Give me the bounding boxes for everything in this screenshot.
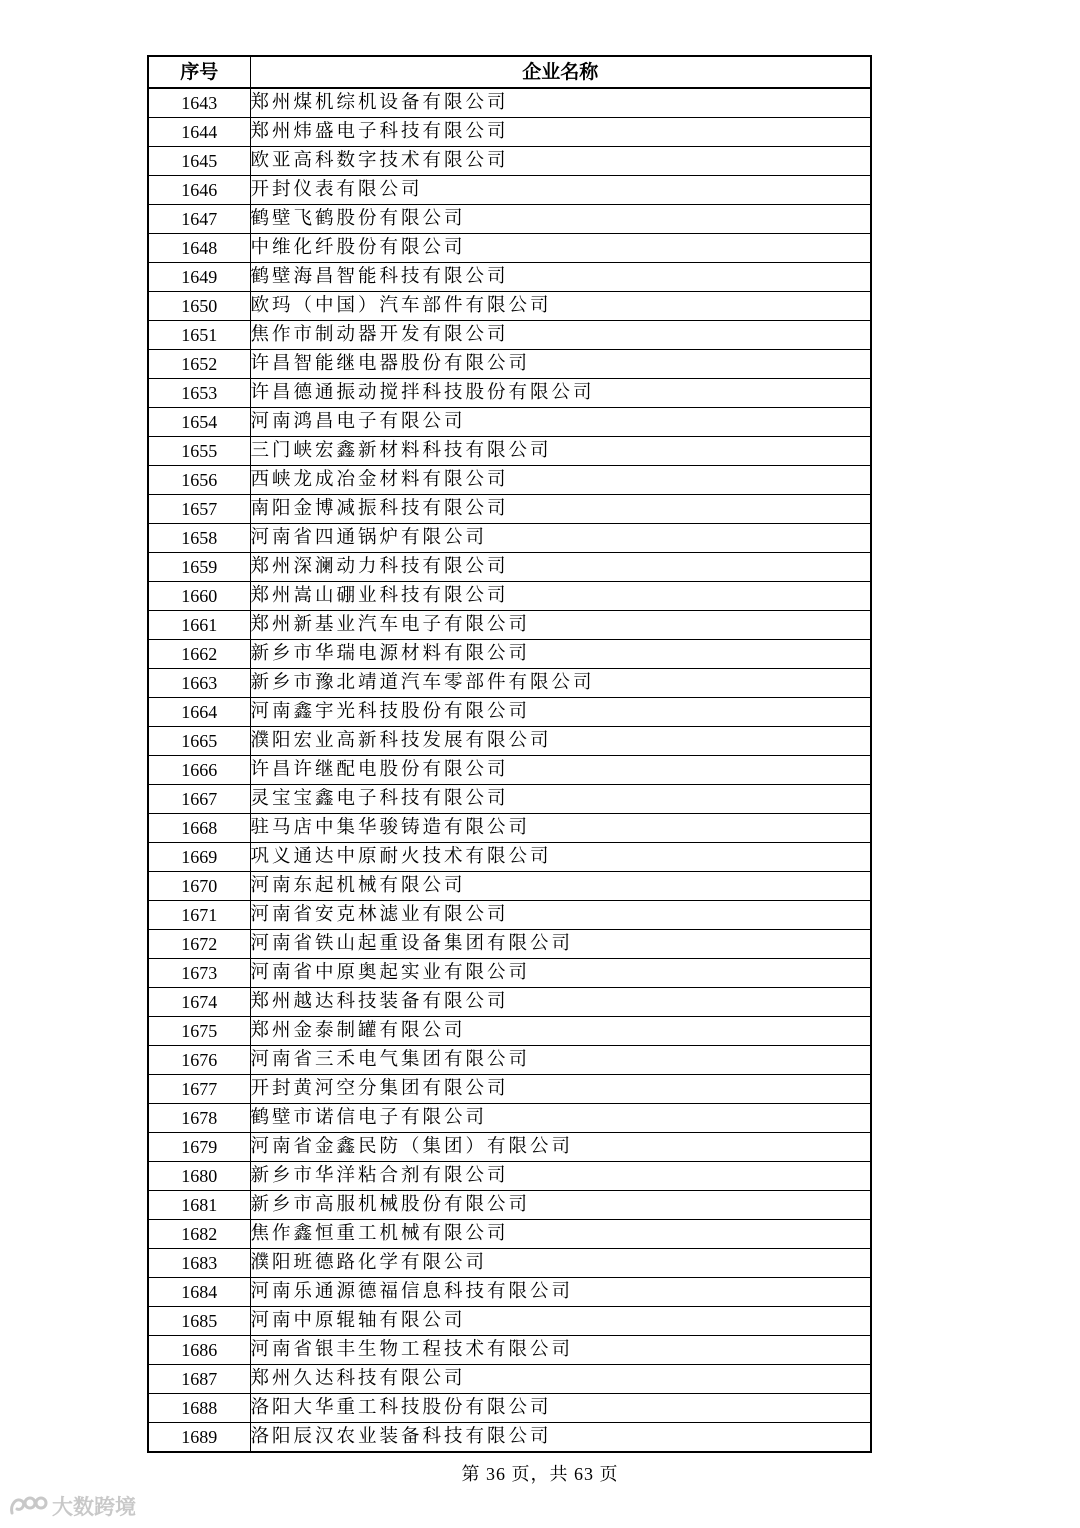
table-row (148, 1394, 871, 1423)
company-name-cell: 欧亚高科数字技术有限公司 (250, 147, 871, 176)
serial-number-cell: 1689 (148, 1423, 250, 1453)
table-row (148, 495, 871, 524)
serial-number-cell: 1647 (148, 205, 250, 234)
serial-number-cell: 1644 (148, 118, 250, 147)
company-name-cell: 开封仪表有限公司 (250, 176, 871, 205)
table-row (148, 1133, 871, 1162)
serial-number-cell: 1669 (148, 843, 250, 872)
serial-number-cell: 1672 (148, 930, 250, 959)
table-row (148, 698, 871, 727)
table-row (148, 611, 871, 640)
company-name-cell: 河南省金鑫民防（集团）有限公司 (250, 1133, 871, 1162)
company-name-cell: 中维化纤股份有限公司 (250, 234, 871, 263)
table-row (148, 1423, 871, 1453)
company-name-cell: 郑州炜盛电子科技有限公司 (250, 118, 871, 147)
table-row (148, 756, 871, 785)
page-number-footer: 第 36 页，共 63 页 (461, 1464, 619, 1484)
serial-number-cell: 1646 (148, 176, 250, 205)
company-name-cell: 开封黄河空分集团有限公司 (250, 1075, 871, 1104)
table-row (148, 176, 871, 205)
table-row (148, 1307, 871, 1336)
serial-number-cell: 1650 (148, 292, 250, 321)
watermark (8, 1491, 136, 1521)
serial-number-cell: 1668 (148, 814, 250, 843)
serial-number-cell: 1659 (148, 553, 250, 582)
table-row (148, 727, 871, 756)
serial-number-cell: 1686 (148, 1336, 250, 1365)
serial-number-cell: 1661 (148, 611, 250, 640)
company-name-cell: 驻马店中集华骏铸造有限公司 (250, 814, 871, 843)
table-row (148, 988, 871, 1017)
company-name-cell: 焦作市制动器开发有限公司 (250, 321, 871, 350)
company-name-cell: 鹤壁市诺信电子有限公司 (250, 1104, 871, 1133)
table-row (148, 1017, 871, 1046)
serial-number-cell: 1666 (148, 756, 250, 785)
table-row (148, 292, 871, 321)
table-row (148, 379, 871, 408)
table-row (148, 321, 871, 350)
company-name-cell: 许昌智能继电器股份有限公司 (250, 350, 871, 379)
serial-number-cell: 1670 (148, 872, 250, 901)
table-row (148, 408, 871, 437)
company-name-cell: 巩义通达中原耐火技术有限公司 (250, 843, 871, 872)
table-row (148, 872, 871, 901)
serial-number-cell: 1657 (148, 495, 250, 524)
company-name-cell: 郑州久达科技有限公司 (250, 1365, 871, 1394)
company-name-cell: 西峡龙成冶金材料有限公司 (250, 466, 871, 495)
company-name-cell: 郑州嵩山硼业科技有限公司 (250, 582, 871, 611)
company-name-cell: 欧玛（中国）汽车部件有限公司 (250, 292, 871, 321)
company-name-cell: 三门峡宏鑫新材料科技有限公司 (250, 437, 871, 466)
company-name-cell: 洛阳大华重工科技股份有限公司 (250, 1394, 871, 1423)
serial-number-cell: 1660 (148, 582, 250, 611)
header-company-name: 企业名称 (250, 56, 871, 88)
table-row (148, 901, 871, 930)
company-name-cell: 许昌许继配电股份有限公司 (250, 756, 871, 785)
company-name-cell: 濮阳宏业高新科技发展有限公司 (250, 727, 871, 756)
serial-number-cell: 1683 (148, 1249, 250, 1278)
company-name-cell: 河南鸿昌电子有限公司 (250, 408, 871, 437)
serial-number-cell: 1687 (148, 1365, 250, 1394)
company-name-cell: 新乡市华瑞电源材料有限公司 (250, 640, 871, 669)
company-name-cell: 河南省银丰生物工程技术有限公司 (250, 1336, 871, 1365)
company-name-cell: 新乡市豫北靖道汽车零部件有限公司 (250, 669, 871, 698)
company-name-cell: 南阳金博减振科技有限公司 (250, 495, 871, 524)
company-name-cell: 郑州金泰制罐有限公司 (250, 1017, 871, 1046)
serial-number-cell: 1677 (148, 1075, 250, 1104)
company-name-cell: 河南省三禾电气集团有限公司 (250, 1046, 871, 1075)
company-name-cell: 新乡市高服机械股份有限公司 (250, 1191, 871, 1220)
company-name-cell: 新乡市华洋粘合剂有限公司 (250, 1162, 871, 1191)
serial-number-cell: 1676 (148, 1046, 250, 1075)
serial-number-cell: 1652 (148, 350, 250, 379)
table-body (148, 88, 871, 1452)
company-name-cell: 郑州深澜动力科技有限公司 (250, 553, 871, 582)
serial-number-cell: 1665 (148, 727, 250, 756)
company-name-cell: 郑州新基业汽车电子有限公司 (250, 611, 871, 640)
company-name-cell: 焦作鑫恒重工机械有限公司 (250, 1220, 871, 1249)
company-name-cell: 濮阳班德路化学有限公司 (250, 1249, 871, 1278)
company-name-cell: 河南中原辊轴有限公司 (250, 1307, 871, 1336)
company-name-cell: 河南省四通锅炉有限公司 (250, 524, 871, 553)
serial-number-cell: 1681 (148, 1191, 250, 1220)
table-row (148, 1249, 871, 1278)
serial-number-cell: 1685 (148, 1307, 250, 1336)
table-row (148, 437, 871, 466)
serial-number-cell: 1684 (148, 1278, 250, 1307)
table-row (148, 930, 871, 959)
serial-number-cell: 1664 (148, 698, 250, 727)
company-name-cell: 许昌德通振动搅拌科技股份有限公司 (250, 379, 871, 408)
table-row (148, 263, 871, 292)
table-row (148, 1278, 871, 1307)
table-row (148, 959, 871, 988)
serial-number-cell: 1658 (148, 524, 250, 553)
table-row (148, 524, 871, 553)
company-name-cell: 河南乐通源德福信息科技有限公司 (250, 1278, 871, 1307)
header-serial-number: 序号 (148, 56, 250, 88)
serial-number-cell: 1651 (148, 321, 250, 350)
serial-number-cell: 1675 (148, 1017, 250, 1046)
serial-number-cell: 1655 (148, 437, 250, 466)
company-name-cell: 河南东起机械有限公司 (250, 872, 871, 901)
serial-number-cell: 1678 (148, 1104, 250, 1133)
table-row (148, 350, 871, 379)
table-header-row (148, 56, 871, 88)
company-name-cell: 河南省安克林滤业有限公司 (250, 901, 871, 930)
table-row (148, 1075, 871, 1104)
table-row (148, 814, 871, 843)
table-row (148, 88, 871, 118)
company-name-cell: 鹤壁海昌智能科技有限公司 (250, 263, 871, 292)
table-row (148, 147, 871, 176)
serial-number-cell: 1674 (148, 988, 250, 1017)
table-row (148, 1046, 871, 1075)
serial-number-cell: 1663 (148, 669, 250, 698)
table-row (148, 669, 871, 698)
brand-logo-icon (8, 1493, 48, 1519)
serial-number-cell: 1680 (148, 1162, 250, 1191)
serial-number-cell: 1688 (148, 1394, 250, 1423)
table-row (148, 466, 871, 495)
serial-number-cell: 1643 (148, 88, 250, 118)
table-row (148, 582, 871, 611)
company-name-cell: 洛阳辰汉农业装备科技有限公司 (250, 1423, 871, 1453)
company-name-cell: 河南鑫宇光科技股份有限公司 (250, 698, 871, 727)
table-row (148, 1162, 871, 1191)
company-name-cell: 河南省中原奥起实业有限公司 (250, 959, 871, 988)
company-name-cell: 河南省铁山起重设备集团有限公司 (250, 930, 871, 959)
table-row (148, 785, 871, 814)
table-row (148, 118, 871, 147)
company-table (147, 55, 872, 1453)
table-row (148, 205, 871, 234)
serial-number-cell: 1648 (148, 234, 250, 263)
company-name-cell: 郑州煤机综机设备有限公司 (250, 88, 871, 118)
table-row (148, 234, 871, 263)
serial-number-cell: 1654 (148, 408, 250, 437)
table-row (148, 1191, 871, 1220)
serial-number-cell: 1649 (148, 263, 250, 292)
serial-number-cell: 1645 (148, 147, 250, 176)
table-row (148, 1336, 871, 1365)
serial-number-cell: 1656 (148, 466, 250, 495)
table-row (148, 1104, 871, 1133)
serial-number-cell: 1682 (148, 1220, 250, 1249)
serial-number-cell: 1662 (148, 640, 250, 669)
serial-number-cell: 1673 (148, 959, 250, 988)
watermark-text: 大数跨境 (52, 1495, 136, 1519)
serial-number-cell: 1667 (148, 785, 250, 814)
company-name-cell: 灵宝宝鑫电子科技有限公司 (250, 785, 871, 814)
table-row (148, 1365, 871, 1394)
serial-number-cell: 1671 (148, 901, 250, 930)
table-row (148, 843, 871, 872)
serial-number-cell: 1653 (148, 379, 250, 408)
table-row (148, 1220, 871, 1249)
table-row (148, 640, 871, 669)
table-row (148, 553, 871, 582)
company-name-cell: 鹤壁飞鹤股份有限公司 (250, 205, 871, 234)
company-name-cell: 郑州越达科技装备有限公司 (250, 988, 871, 1017)
serial-number-cell: 1679 (148, 1133, 250, 1162)
